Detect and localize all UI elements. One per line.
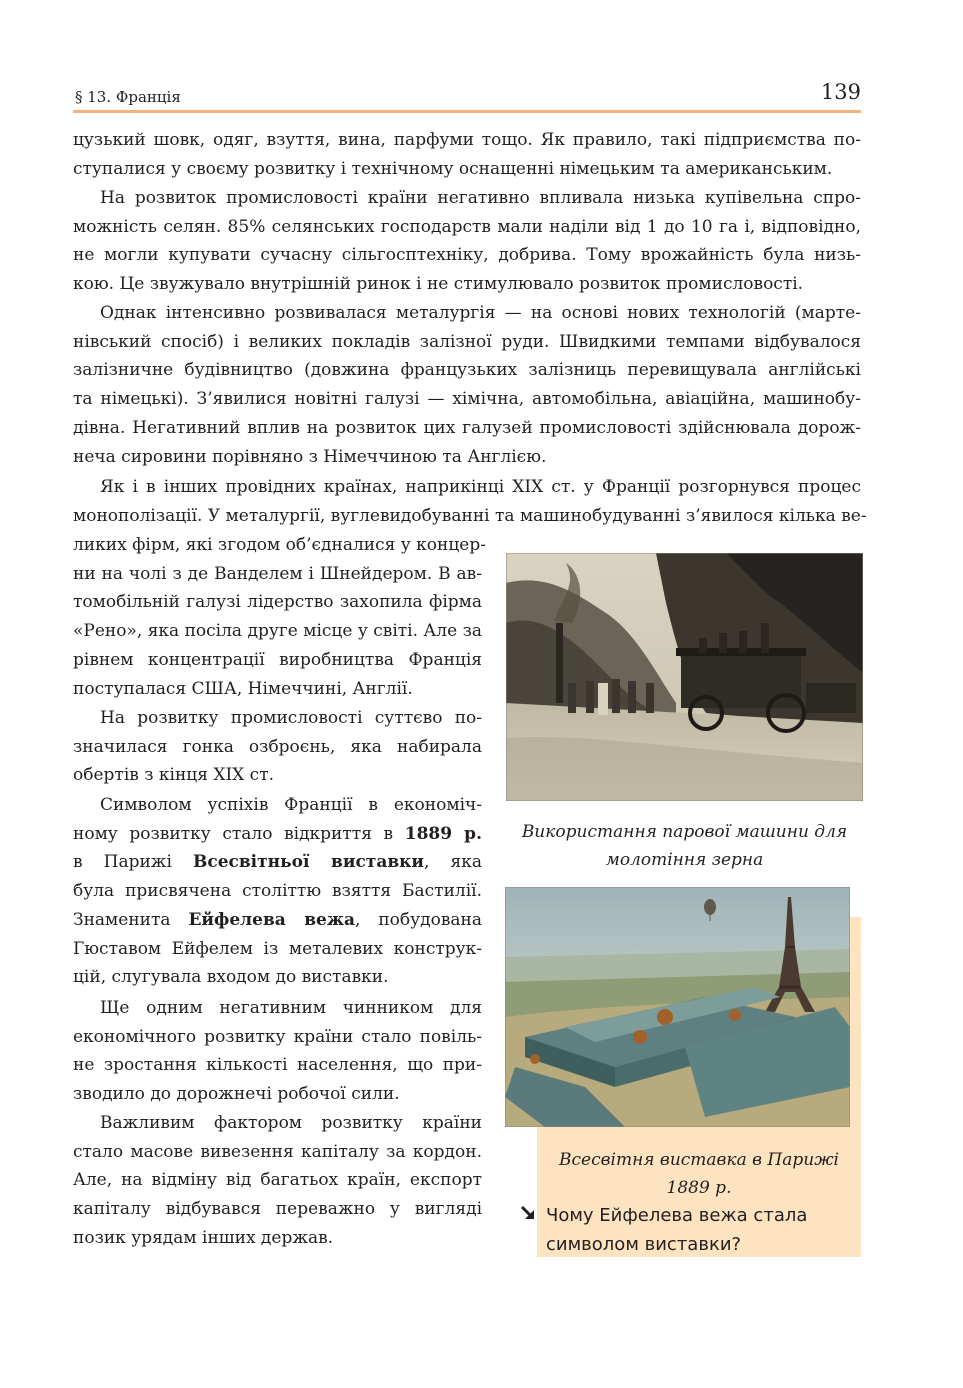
paragraph-6: На розвитку промисловості суттєво по- значилася гонка озброєнь, яка набирала обертів з кінця XIX ст.: [73, 708, 482, 786]
paragraph-1: цузький шовк, одяг, взуття, вина, парфуми тощо. Як правило, такі підприємства по- ступалися у своєму розвитку і технічному оснащенні німецьким та американським.: [73, 130, 861, 179]
paragraph-7: Символом успіхів Франції в економіч- ному розвитку стало відкриття в 1889 р. в Парижі Всесвітньої виставки, яка була присвячена століттю взяття Бастилії. Знаменита Ейфелева вежа, побудована Гюставом Ейфелем із металевих конструк- цій, слугувала входом до виставки.: [73, 795, 483, 988]
paragraph-8: Ще одним негативним чинником для економічного розвитку країни стало повіль- не зростання кількості населення, що при- зводило до дорожнечі робочої сили.: [73, 998, 482, 1105]
eiffel-tower-term: Ейфелева вежа: [188, 909, 356, 930]
question-text: Чому Ейфелева вежа стала символом виставки?: [546, 1205, 808, 1255]
header-rule: [73, 110, 861, 113]
page-header: [73, 82, 861, 112]
paragraph-2: На розвиток промисловості країни негативно впливала низька купівельна спро- можність селян. 85% селянських господарств мали наділи від 1 до 10 га і, відповідно, не могли купувати сучасну сільгосптехніку, добрива. Тому врожайність була низь- кою. Це звужувало внутрішній ринок і не стимулювало розвиток промисловості.: [73, 188, 861, 295]
page-number: 139: [820, 80, 861, 104]
paragraph-9: Важливим фактором розвитку країни стало масове вивезення капіталу за кордон. Але, на відміну від багатьох країн, експорт капіталу відбувався переважно у вигляді позик урядам інших держав.: [73, 1113, 482, 1248]
photo1-caption: Використання парової машини для молотіння зерна: [521, 822, 848, 870]
steam-threshing-photo: [506, 553, 863, 801]
arrow-down-right-icon: [520, 1205, 536, 1223]
world-exhibition-term: Всесвітньої виставки: [192, 852, 425, 873]
paragraph-3: Однак інтенсивно розвивалася металургія — на основі нових технологій (марте- нівський спосіб) і великих покладів залізної руди. Швидкими темпами відбувалося залізничне будівництво (довжина французьких залізниць перевищувала англійські та німецькі). З’явилися новітні галузі — хімічна, автомобільна, авіаційна, машинобу- дівна. Негативний вплив на розвиток цих галузей промисловості здійснювала дорож- неча сировини порівняно з Німеччиною та Англією.: [73, 303, 861, 467]
section-title: § 13. Франція: [75, 88, 181, 106]
paragraph-5: ликих фірм, які згодом об’єдналися у концер- ни на чолі з де Ванделем і Шнейдером. В ав- томобільній галузі лідерство захопила фірма «Рено», яка посіла друге місце у світі. Але за рівнем концентрації виробництва Франція поступалася США, Німеччині, Англії.: [73, 535, 486, 699]
paragraph-4: Як і в інших провідних країнах, наприкінці XIX ст. у Франції розгорнувся процес монополізації. У металургії, вуглевидобуванні та машинобудуванні з’явилося кілька ве-: [73, 477, 867, 526]
paris-exhibition-illustration: [505, 887, 850, 1127]
photo2-caption: Всесвітня виставка в Парижі 1889 р.: [559, 1150, 839, 1198]
year-1889: 1889 р.: [404, 823, 482, 844]
